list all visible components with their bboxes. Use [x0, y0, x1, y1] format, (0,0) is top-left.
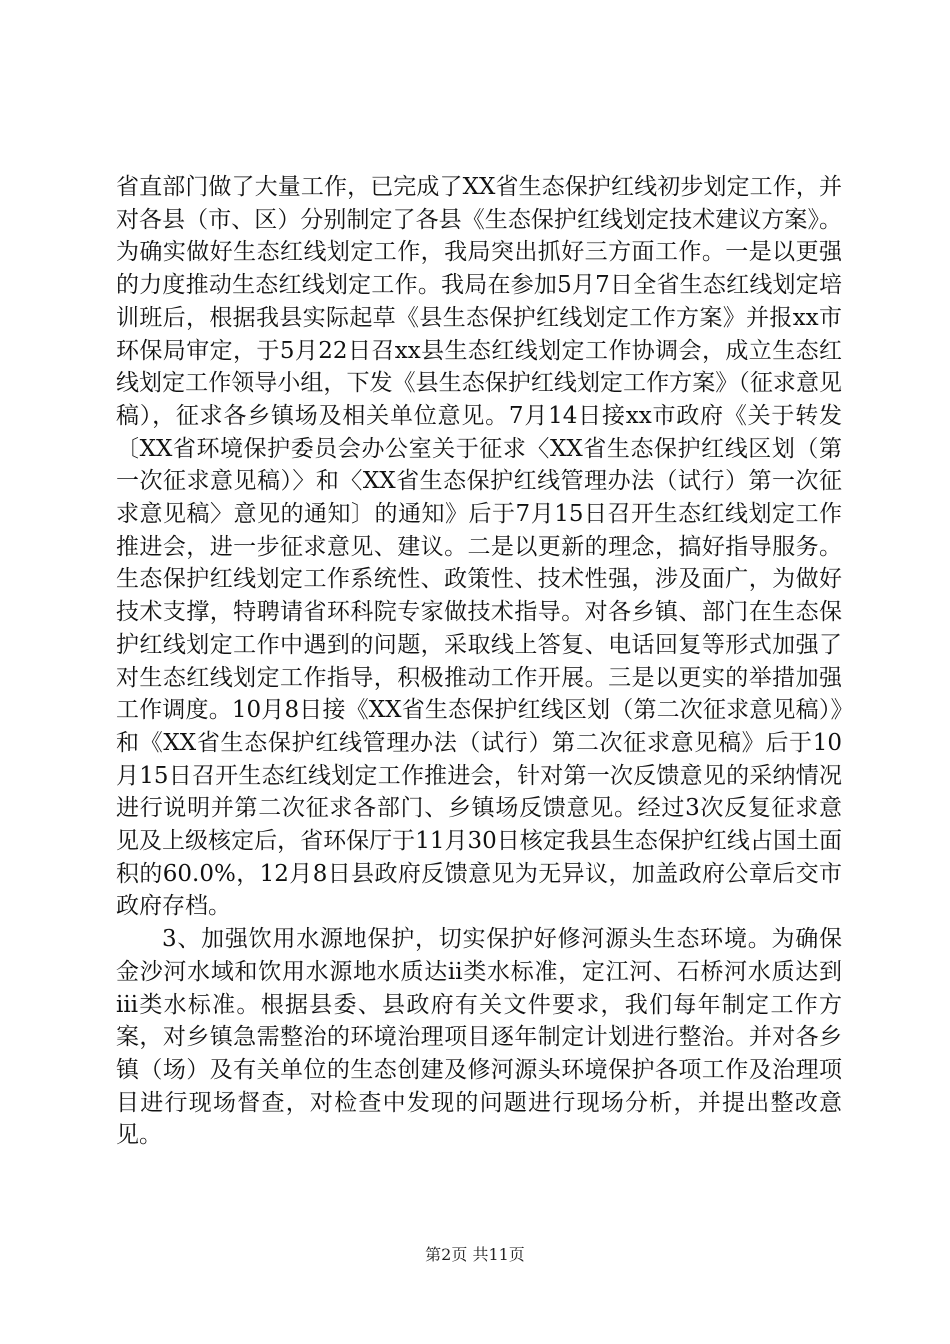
document-body: [116, 171, 842, 1152]
paragraph-continuation: 省直部门做了大量工作，已完成了XX省生态保护红线初步划定工作，并对各县（市、区）分别制定了各县《生态保护红线划定技术建议方案》。为确实做好生态红线划定工作，我局突出抓好三方面工作。一是以更强的力度推动生态红线划定工作。我局在参加5月7日全省生态红线划定培训班后，根据我县实际起草《县生态保护红线划定工作方案》并报xx市环保局审定，于5月22日召xx县生态红线划定工作协调会，成立生态红线划定工作领导小组，下发《县生态保护红线划定工作方案》（征求意见稿），征求各乡镇场及相关单位意见。7月14日接xx市政府《关于转发〔XX省环境保护委员会办公室关于征求〈XX省生态保护红线区划（第一次征求意见稿）〉和〈XX省生态保护红线管理办法（试行）第一次征求意见稿〉意见的通知〕的通知》后于7月15日召开生态红线划定工作推进会，进一步征求意见、建议。二是以更新的理念，搞好指导服务。生态保护红线划定工作系统性、政策性、技术性强，涉及面广，为做好技术支撑，特聘请省环科院专家做技术指导。对各乡镇、部门在生态保护红线划定工作中遇到的问题，采取线上答复、电话回复等形式加强了对生态红线划定工作指导，积极推动工作开展。三是以更实的举措加强工作调度。10月8日接《XX省生态保护红线区划（第二次征求意见稿）》和《XX省生态保护红线管理办法（试行）第二次征求意见稿》后于10月15日召开生态红线划定工作推进会，针对第一次反馈意见的采纳情况进行说明并第二次征求各部门、乡镇场反馈意见。经过3次反复征求意见及上级核定后，省环保厅于11月30日核定我县生态保护红线占国土面积的60.0%，12月8日县政府反馈意见为无异议，加盖政府公章后交市政府存档。: [116, 174, 842, 920]
paragraph-water-source-protection: 3、加强饮用水源地保护，切实保护好修河源头生态环境。为确保金沙河水域和饮用水源地水质达ⅱ类水标准，定江河、石桥河水质达到ⅲ类水标准。根据县委、县政府有关文件要求，我们每年制定工作方案，对乡镇急需整治的环境治理项目逐年制定计划进行整治。并对各乡镇（场）及有关单位的生态创建及修河源头环境保护各项工作及治理项目进行现场督查，对检查中发现的问题进行现场分析，并提出整改意见。: [116, 926, 842, 1149]
page-number-label: 第2页 共11页: [425, 1245, 525, 1264]
page-footer: [0, 1242, 950, 1265]
